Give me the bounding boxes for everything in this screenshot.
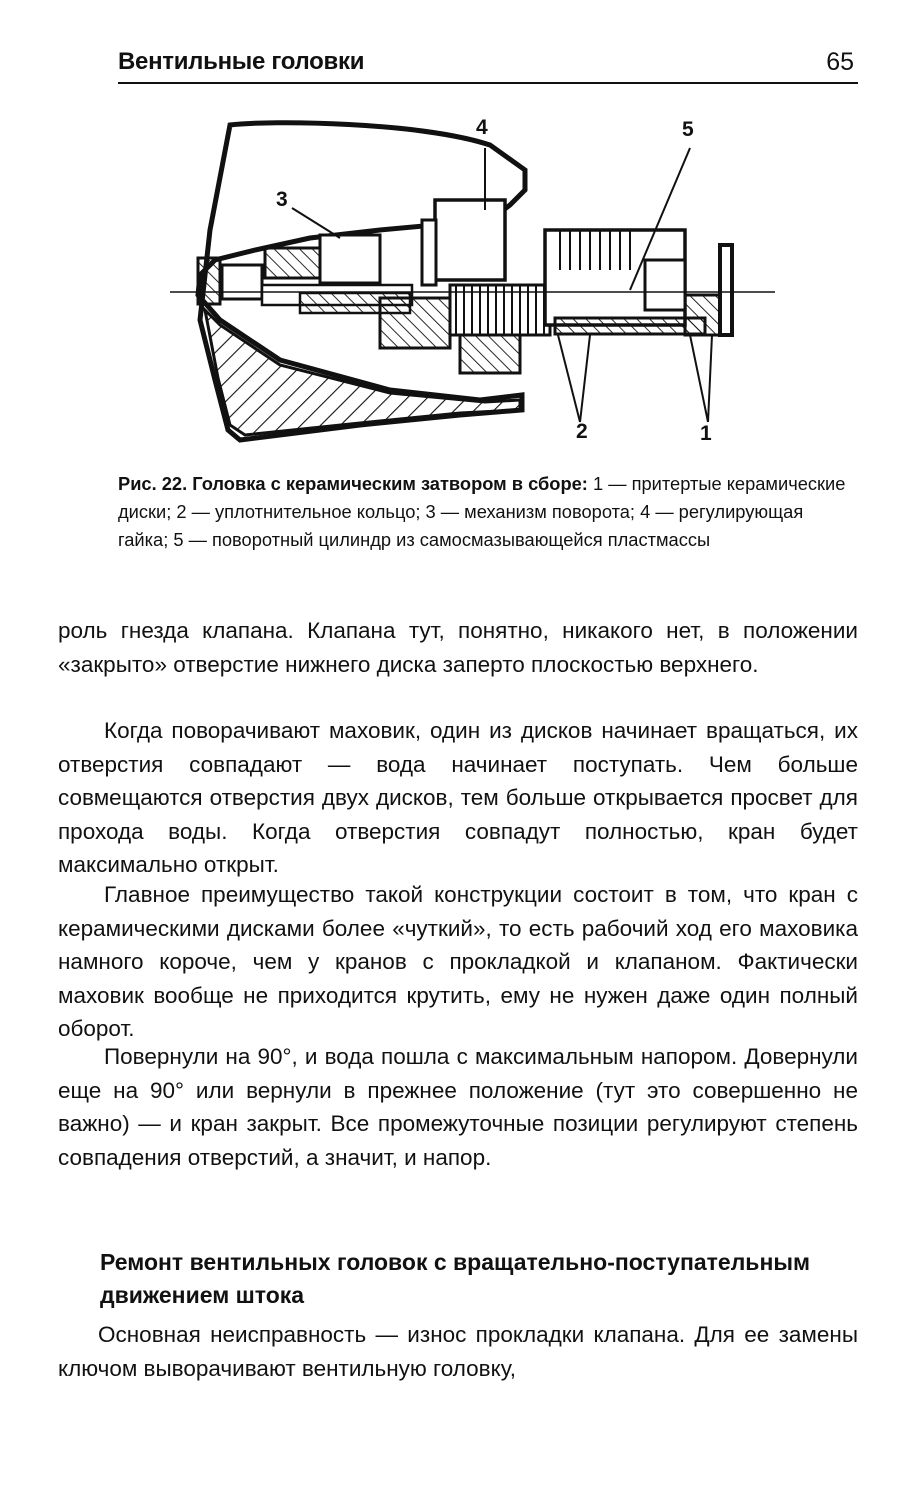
stem-tip xyxy=(198,258,220,304)
header-title: Вентильные головки xyxy=(118,48,365,75)
paragraph-1: роль гнезда клапана. Клапана тут, понятно, никакого нет, в положении «закрыто» отверстие нижнего диска заперто плоскостью верхнего. xyxy=(58,618,858,677)
ceramic-discs xyxy=(685,295,720,335)
running-header xyxy=(118,44,858,84)
seal-ring-band xyxy=(555,318,705,334)
mechanism-block xyxy=(320,235,380,283)
paragraph-3: Главное преимущество такой конструкции состоит в том, что кран с керамическими дисками более «чуткий», то есть рабочий ход его маховика намного короче, чем у кранов с прокладкой и клапаном. Фактически маховик вообще не приходится крутить, ему не нужен даже один полный оборот. xyxy=(58,882,858,1041)
callout-4: 4 xyxy=(476,116,488,139)
callout-1: 1 xyxy=(700,422,712,445)
nut-flange xyxy=(422,220,436,285)
page-number: 65 xyxy=(826,48,854,76)
mechanism-hatch xyxy=(380,298,450,348)
caption-text: 1 — притертые керамические диски; 2 — уплотнительное кольцо; 3 — механизм поворота; 4 — регулирующая гайка; 5 — поворотный цилиндр из самосмазывающейся пластмассы xyxy=(118,473,846,550)
ceramic-valve-diagram xyxy=(160,110,780,455)
paragraph-2: Когда поворачивают маховик, один из дисков начинает вращаться, их отверстия совпадают — вода начинает поступать. Чем больше совмещаются отверстия двух дисков, тем больше открывается просвет для прохода воды. Когда отверстия совпадут полностью, кран будет максимально открыт. xyxy=(58,718,858,877)
section-heading: Ремонт вентильных головок с вращательно-поступательным движением штока xyxy=(100,1249,810,1308)
callout-3: 3 xyxy=(276,188,288,211)
valve-head-figure xyxy=(160,110,780,455)
callout-5: 5 xyxy=(682,118,694,141)
callout-2: 2 xyxy=(576,420,588,443)
paragraph-5: Основная неисправность — износ прокладки клапана. Для ее замены ключом выворачивают вентильную головку, xyxy=(58,1322,858,1381)
paragraph-4: Повернули на 90°, и вода пошла с максимальным напором. Довернули еще на 90° или вернули в прежнее положение (тут это совершенно не важно) — и кран закрыт. Все промежуточные позиции регулируют степень совпадения отверстий, а значит, и напор. xyxy=(58,1044,858,1170)
stem-cap xyxy=(265,248,320,278)
figure-caption xyxy=(118,470,856,554)
lower-ring xyxy=(460,335,520,373)
caption-lead: Рис. 22. Головка с керамическим затвором в сборе: xyxy=(118,473,588,494)
end-plate xyxy=(720,245,732,335)
stem-nut xyxy=(222,265,262,299)
regulating-nut xyxy=(435,200,505,280)
cylinder-end-cap xyxy=(645,260,685,310)
